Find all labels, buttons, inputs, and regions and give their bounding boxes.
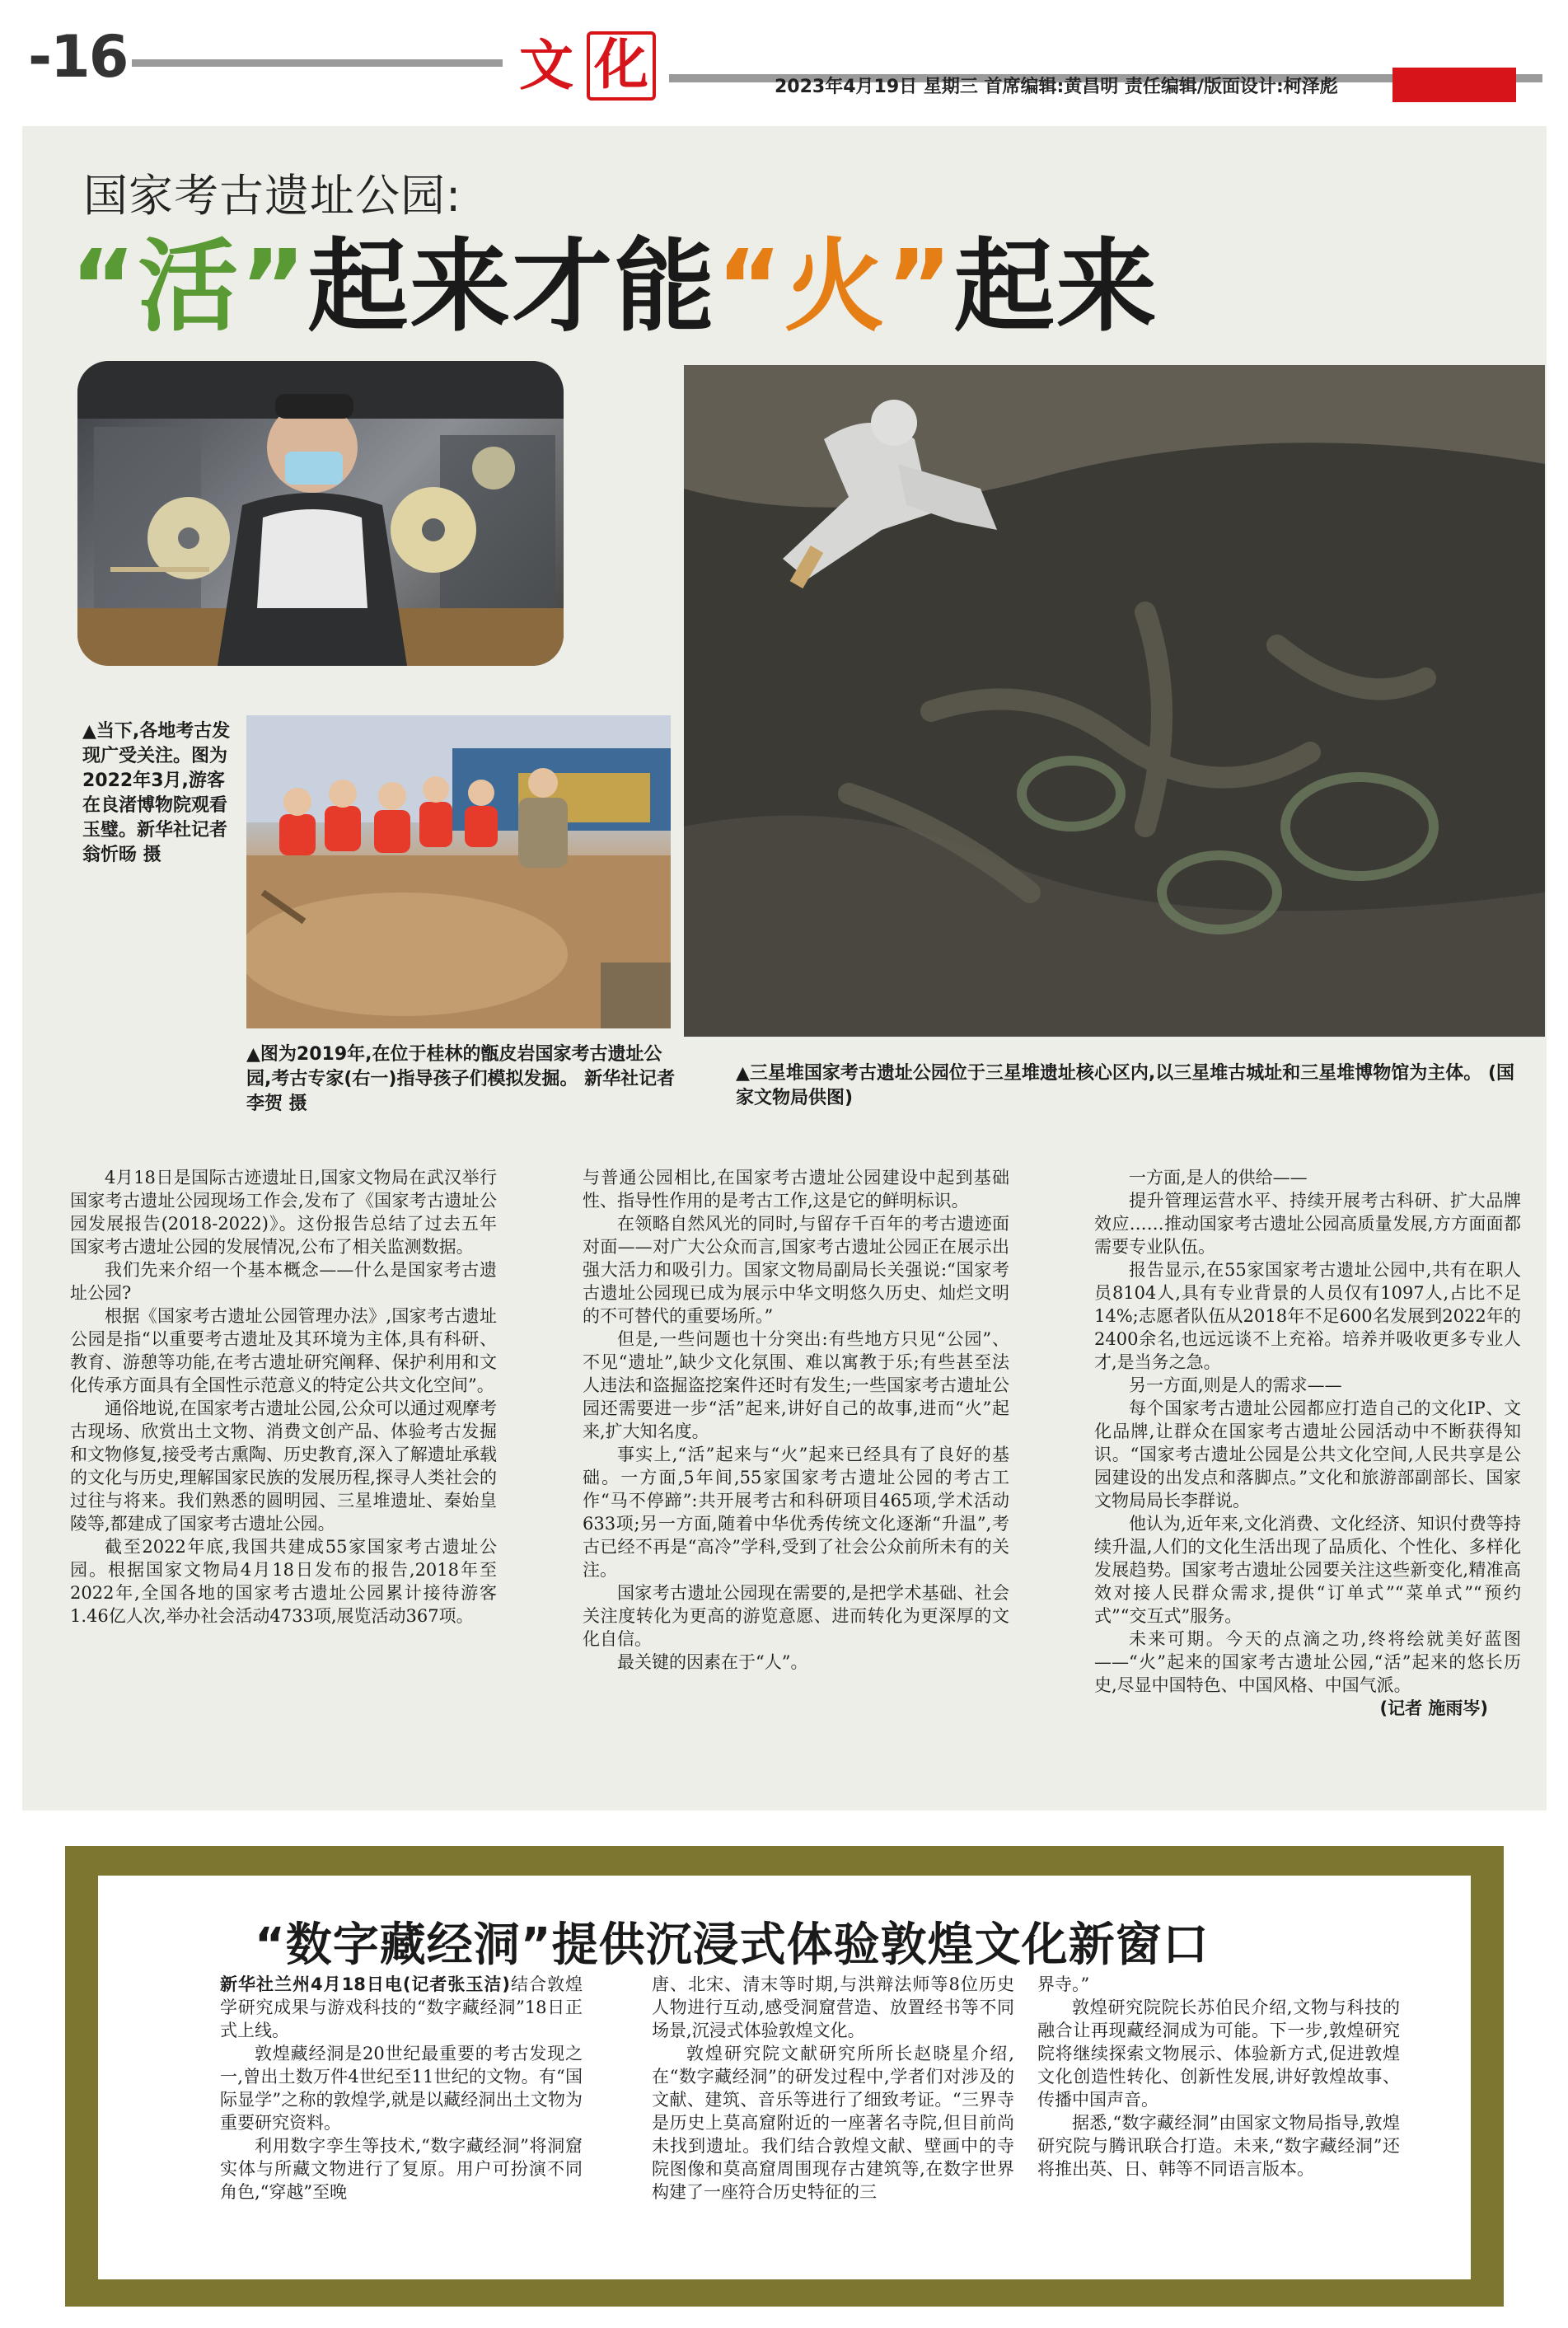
body-column-2 [583,1166,1009,1674]
paragraph: 国家考古遗址公园现在需要的,是把学术基础、社会关注度转化为更高的游览意愿、进而转化为更深厚的文化自信。 [583,1583,1009,1649]
header-rule [132,59,503,67]
paragraph: 截至2022年底,我国共建成55家国家考古遗址公园。根据国家文物局4月18日发布的报告,2018年至2022年,全国各地的国家考古遗址公园累计接待游客1.46亿人次,举办社会活动4733项,展览活动367项。 [70,1537,497,1626]
headline-quote: “ [716,228,784,345]
headline-quote: ” [240,228,308,345]
paragraph: 另一方面,则是人的需求—— [1129,1375,1342,1395]
sanxingdui-pit-photo [684,365,1545,1037]
paragraph: 根据《国家考古遗址公园管理办法》,国家考古遗址公园是指“以重要考古遗址及其环境为主体,具有科研、教育、游憩等功能,在考古遗址研究阐释、保护利用和文化传承方面具有全国性示范意义的特定公共文化空间”。 [70,1306,497,1395]
paragraph: 据悉,“数字藏经洞”由国家文物局指导,敦煌研究院与腾讯联合打造。未来,“数字藏经洞”还将推出英、日、韩等不同语言版本。 [1037,2113,1400,2179]
section-label [519,31,658,104]
paragraph: 提升管理运营水平、持续开展考古科研、扩大品牌效应……推动国家考古遗址公园高质量发展,方方面面都需要专业队伍。 [1094,1191,1521,1257]
kids-photo-caption: ▲图为2019年,在位于桂林的甑皮岩国家考古遗址公园,考古专家(右一)指导孩子们模拟发掘。 新华社记者李贺 摄 [246,1044,676,1114]
pit-photo-caption: ▲三星堆国家考古遗址公园位于三星堆遗址核心区内,以三星堆古城址和三星堆博物馆为主体。 (国家文物局供图) [736,1063,1514,1108]
paragraph: 未来可期。今天的点滴之功,终将绘就美好蓝图——“火”起来的国家考古遗址公园,“活”起来的悠长历史,尽显中国特色、中国风格、中国气派。 [1094,1629,1521,1695]
body-column-3 [1094,1166,1521,1720]
section-char-2: 化 [587,31,656,101]
paragraph: 通俗地说,在国家考古遗址公园,公众可以通过观摩考古现场、欣赏出土文物、消费文创产品、体验考古发掘和文物修复,接受考古熏陶、历史教育,深入了解遗址承载的文化与历史,理解国家民族的发展历程,探寻人类社会的过往与将来。我们熟悉的圆明园、三星堆遗址、秦始皇陵等,都建成了国家考古遗址公园。 [70,1398,497,1534]
museum-photo-illustration [77,361,564,666]
page-number: -16 [28,23,128,91]
digital-cave-article [98,1876,1471,2279]
pit-photo-illustration [684,365,1545,1037]
body-column-1 [70,1166,497,1628]
article-headline [70,217,1158,357]
museum-jade-disc-photo [77,361,564,666]
article-body [70,1166,1522,1792]
paragraph: 唐、北宋、清末等时期,与洪辩法师等8位历史人物进行互动,感受洞窟营造、放置经书等不同场景,沉浸式体验敦煌文化。 [652,1974,1014,2040]
paragraph: 我们先来介绍一个基本概念——什么是国家考古遗址公园? [70,1260,497,1303]
paragraph: 事实上,“活”起来与“火”起来已经具有了良好的基础。一方面,5年间,55家国家考古遗址公园的考古工作“马不停蹄”:共开展考古和科研项目465项,学术活动633项;另一方面,随着中华优秀传统文化逐渐“升温”,考古已经不再是“高冷”学科,受到了社会公众前所未有的关注。 [583,1445,1009,1580]
headline-middle: 起来才能 [307,228,717,345]
paragraph [220,1973,583,2042]
headline-quote: ” [886,228,954,345]
paragraph: 在领略自然风光的同时,与留存千百年的考古遗迹面对面——对广大公众而言,国家考古遗址公园正在展示出强大活力和吸引力。国家文物局副局长关强说:“国家考古遗址公园现已成为展示中华文明悠久历史、灿烂文明的不可替代的重要场所。” [583,1214,1009,1326]
kids-excavation-photo [246,715,671,1028]
dateline-lead: 新华社兰州4月18日电(记者张玉洁) [220,1974,511,1994]
paragraph: 最关键的因素在于“人”。 [617,1652,808,1672]
masthead [0,0,1568,111]
paragraph: 他认为,近年来,文化消费、文化经济、知识付费等持续升温,人们的文化生活出现了品质化、个性化、多样化发展趋势。国家考古遗址公园要关注这些新变化,精准高效对接人民群众需求,提供“订单式”“菜单式”“预约式”“交互式”服务。 [1094,1514,1521,1626]
paragraph: 利用数字孪生等技术,“数字藏经洞”将洞窟实体与所藏文物进行了复原。用户可扮演不同角色,“穿越”至晚 [220,2136,583,2202]
article-byline: (记者 施雨岑) [1379,1698,1488,1718]
paragraph: 每个国家考古遗址公园都应打造自己的文化IP、文化品牌,让群众在国家考古遗址公园活动中不断获得知识。“国家考古遗址公园是公共文化空间,人民共享是公园建设的出发点和落脚点。”文化和旅游部副部长、国家文物局局长李群说。 [1094,1398,1521,1511]
paragraph: 但是,一些问题也十分突出:有些地方只见“公园”、不见“遗址”,缺少文化氛围、难以寓教于乐;有些甚至法人违法和盗掘盗挖案件还时有发生;一些国家考古遗址公园还需要进一步“活”起来,讲好自己的故事,进而“火”起来,扩大知名度。 [583,1329,1009,1441]
museum-photo-caption: ▲当下,各地考古发现广受关注。图为2022年3月,游客在良渚博物院观看玉璧。新华社记者翁忻旸 摄 [82,721,231,865]
paragraph: 4月18日是国际古迹遗址日,国家文物局在武汉举行国家考古遗址公园现场工作会,发布了《国家考古遗址公园发展报告(2018-2022)》。这份报告总结了过去五年国家考古遗址公园的发展情况,公布了相关监测数据。 [70,1168,497,1257]
main-article [22,126,1547,1810]
paragraph: 与普通公园相比,在国家考古遗址公园建设中起到基础性、指导性作用的是考古工作,这是它的鲜明标识。 [583,1168,1009,1211]
paragraph: 敦煌研究院文献研究所所长赵晓星介绍,在“数字藏经洞”的研发过程中,学者们对涉及的文献、建筑、音乐等进行了细致考证。“三界寺是历史上莫高窟附近的一座著名寺院,但目前尚未找到遗址。我们结合敦煌文献、壁画中的寺院图像和莫高窟周围现存古建筑等,在数字世界构建了一座符合历史特征的三 [652,2044,1014,2202]
headline-quote: “ [70,228,138,345]
headline-word-huo-live: 活 [138,228,241,345]
paragraph: 敦煌研究院院长苏伯民介绍,文物与科技的融合让再现藏经洞成为可能。下一步,敦煌研究院将继续探索文物展示、体验新方式,促进敦煌文化创造性转化、创新性发展,讲好敦煌故事、传播中国声音。 [1037,1998,1400,2110]
headline-word-huo-fire: 火 [784,228,887,345]
sub-column-3 [1037,1973,1400,2180]
paragraph: 敦煌藏经洞是20世纪最重要的考古发现之一,曾出土数万件4世纪至11世纪的文物。有“国际显学”之称的敦煌学,就是以藏经洞出土文物为重要研究资料。 [220,2044,583,2133]
sub-column-2 [652,1973,1014,2204]
sub-article-headline: “数字藏经洞”提供沉浸式体验敦煌文化新窗口 [255,1918,1210,1972]
digital-cave-article-frame [65,1846,1504,2307]
headline-tail: 起来 [953,228,1158,345]
sub-column-1 [220,1973,583,2204]
dateline: 2023年4月19日 星期三 首席编辑:黄昌明 责任编辑/版面设计:柯泽彪 [775,77,1338,97]
paragraph: 界寺。” [1037,1974,1090,1994]
paragraph: 报告显示,在55家国家考古遗址公园中,共有在职人员8104人,具有专业背景的人员仅有1097人,占比不足14%;志愿者队伍从2018年不足600名发展到2022年的2400余名,也远远谈不上充裕。培养并吸收更多专业人才,是当务之急。 [1094,1260,1521,1372]
paragraph: 一方面,是人的供给—— [1129,1168,1308,1187]
section-char-1: 文 [519,34,573,97]
newspaper-logo [1392,68,1516,102]
article-kicker: 国家考古遗址公园: [83,170,462,222]
lead-text: 结合敦煌学研究成果与游戏科技的“数字藏经洞”18日正式上线。 [220,1974,583,2040]
kids-photo-illustration [246,715,671,1028]
